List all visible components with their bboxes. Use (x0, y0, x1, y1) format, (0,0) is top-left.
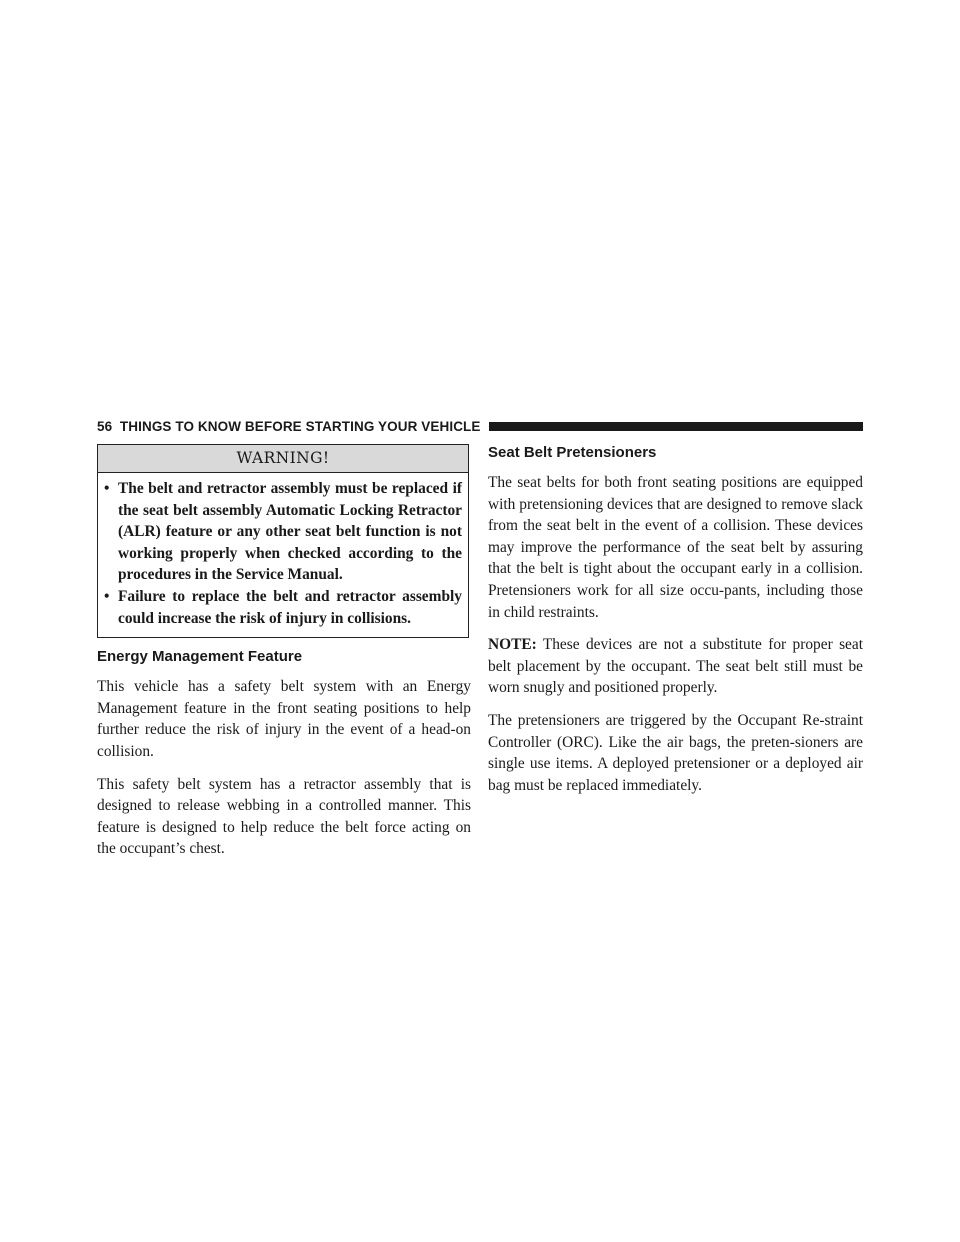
pretensioner-heading: Seat Belt Pretensioners (488, 444, 657, 461)
warning-item-text: Failure to replace the belt and retractor assembly could increase the risk of injury in collisions. (118, 587, 462, 627)
page-header-text (97, 419, 481, 434)
page-header (97, 418, 863, 434)
right-column (488, 444, 863, 796)
warning-item-text: The belt and retractor assembly must be replaced if the seat belt assembly Automatic Locking Retractor (ALR) feature or any other seat belt function is not working properly when checked according to the procedures in the Service Manual. (118, 480, 462, 584)
header-rule (489, 422, 864, 431)
warning-item (104, 586, 462, 629)
bullet-icon: • (104, 587, 110, 605)
warning-title: WARNING! (98, 445, 468, 473)
left-column (97, 444, 471, 860)
warning-item (104, 478, 462, 586)
note-label: NOTE: (488, 636, 537, 654)
energy-paragraph: This vehicle has a safety belt system with an Energy Management feature in the front seating positions to help further reduce the risk of injury in the event of a head-on collision. (97, 678, 471, 760)
bullet-icon: • (104, 480, 110, 497)
pretensioner-paragraph: The seat belts for both front seating positions are equipped with pretensioning devices that are designed to remove slack from the seat belt in the event of a collision. These devices may improve the performance of the seat belt by assuring that the belt is tight about the occupant early in a collision. Pretensioners work for all size occu-pants, including those in child restraints. (488, 474, 863, 621)
energy-paragraph: This safety belt system has a retractor assembly that is designed to release webbing in a controlled manner. This feature is designed to help reduce the belt force acting on the occupant’s chest. (97, 775, 471, 858)
warning-box (97, 444, 469, 638)
note-text: These devices are not a substitute for proper seat belt placement by the occupant. The seat belt still must be worn snugly and positioned properly. (488, 636, 863, 697)
running-title: THINGS TO KNOW BEFORE STARTING YOUR VEHICLE (119, 418, 481, 434)
page-number: 56 (97, 418, 113, 434)
note-paragraph (488, 634, 863, 699)
orc-paragraph: The pretensioners are triggered by the Occupant Re-straint Controller (ORC). Like the air bags, the preten-sioners are single use items. A deployed pretensioner or a deployed air bag must be replaced immediately. (488, 711, 863, 794)
energy-management-heading: Energy Management Feature (97, 648, 303, 666)
warning-body (98, 473, 468, 637)
